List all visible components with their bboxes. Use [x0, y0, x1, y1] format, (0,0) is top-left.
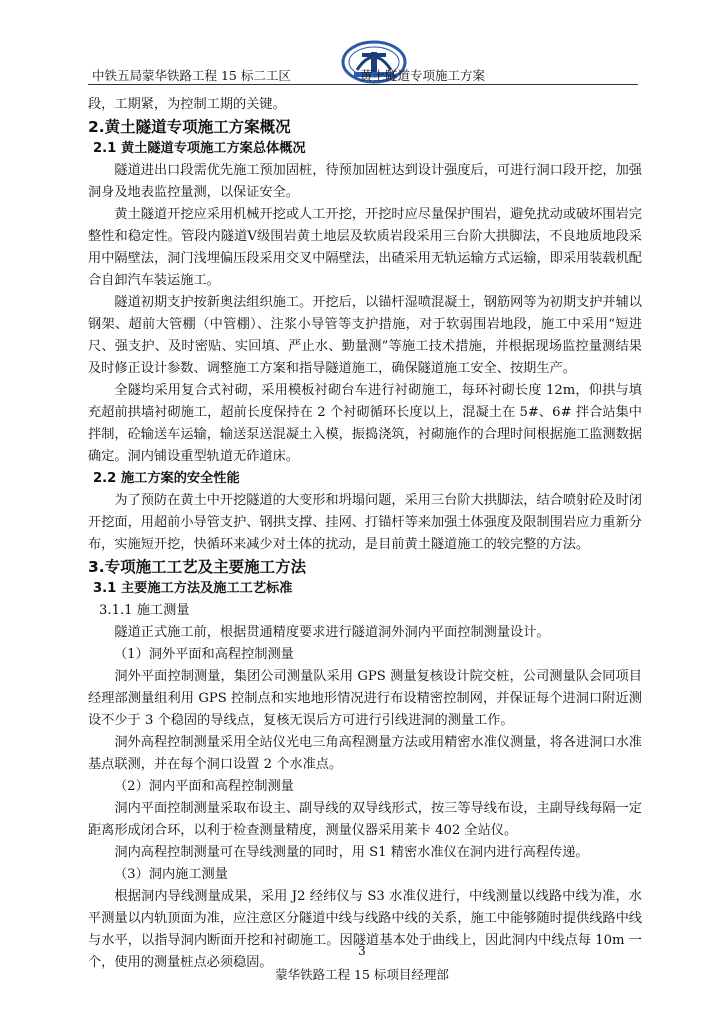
paragraph: 隧道正式施工前，根据贯通精度要求进行隧道洞外洞内平面控制测量设计。 — [114, 625, 550, 640]
subsection-heading-3-1: 3.1 主要施工方法及施工工艺标准 — [93, 581, 293, 596]
header-rule — [88, 84, 638, 85]
document-body — [88, 94, 642, 974]
section-heading-2: 2.黄土隧道专项施工方案概况 — [88, 118, 291, 136]
paragraph: 洞内平面控制测量采取布设主、副导线的双导线形式，按三等导线布设，主副导线每隔一定距离形成闭合环，以利于检查测量精度，测量仪器采用莱卡 402 全站仪。 — [88, 801, 642, 838]
footer-text: 蒙华铁路工程 15 标项目经理部 — [275, 967, 449, 982]
subsection-heading-3-1-1: 3.1.1 施工测量 — [99, 603, 190, 618]
paragraph: 根据洞内导线测量成果，采用 J2 经纬仪与 S3 水准仪进行，中线测量以线路中线为准，水平测量以内轨顶面为准，应注意区分隧道中线与线路中线的关系，施工中能够随时提供线路中线与水平，以指导洞内断面开挖和衬砌施工。因隧道基本处于曲线上，因此洞内中线点每 10m 一个，使用的测量桩点必须稳固。 — [88, 889, 642, 970]
paragraph: 洞外高程控制测量采用全站仪光电三角高程测量方法或用精密水准仪测量，将各进洞口水准基点联测，并在每个洞口设置 2 个水准点。 — [88, 735, 642, 772]
paragraph: 为了预防在黄土中开挖隧道的大变形和坍塌问题，采用三台阶大拱脚法，结合喷射砼及时闭开挖面，用超前小导管支护、钢拱支撑、挂网、打锚杆等来加强土体强度及限制围岩应力重新分布，实施短开挖，快循环来减少对土体的扰动，是目前黄土隧道施工的较完整的方法。 — [88, 493, 642, 552]
paragraph: 隧道初期支护按新奥法组织施工。开挖后，以锚杆湿喷混凝土，钢筋网等为初期支护并辅以钢架、超前大管棚（中管棚）、注浆小导管等支护措施，对于软弱围岩地段，施工中采用“短进尺、强支护、及时密贴、实回填、严止水、勤量测”等施工技术措施，并根据现场监控量测结果及时修正设计参数、调整施工方案和指导隧道施工，确保隧道施工安全、按期生产。 — [88, 295, 642, 376]
header-company-name: 中铁五局蒙华铁路工程 15 标二工区 — [92, 68, 291, 83]
subsection-heading-2-2: 2.2 施工方案的安全性能 — [93, 471, 240, 486]
paragraph: 全隧均采用复合式衬砌，采用模板衬砌台车进行衬砌施工，每环衬砌长度 12m，仰拱与填充超前拱墙衬砌施工，超前长度保持在 2 个衬砌循环长度以上，混凝土在 5#、6# 拌合站集中拌制，砼输送车运输，输送泵送混凝土入模，振捣浇筑，衬砌施作的合理时间根据施工监测数据确定。洞内铺设重型轨道无砟道床。 — [88, 383, 642, 464]
section-heading-3: 3.专项施工工艺及主要施工方法 — [88, 558, 307, 576]
paragraph: 洞外平面控制测量，集团公司测量队采用 GPS 测量复核设计院交桩，公司测量队会同项目经理部测量组利用 GPS 控制点和实地地形情况进行布设精密控制网，并保证每个进洞口附近测设不少于 3 个稳固的导线点，复核无误后方可进行引线进洞的测量工作。 — [88, 669, 642, 728]
header-document-title: 黄土隧道专项施工方案 — [360, 68, 486, 83]
paragraph: 黄土隧道开挖应采用机械开挖或人工开挖，开挖时应尽量保护围岩，避免扰动或破坏围岩完整性和稳定性。管段内隧道Ⅴ级围岩黄土地层及软质岩段采用三台阶大拱脚法，不良地质地段采用中隔壁法，洞门浅埋偏压段采用交叉中隔壁法，出碴采用无轨运输方式运输，即采用装载机配合自卸汽车装运施工。 — [88, 207, 642, 288]
page-number: 3 — [358, 944, 366, 958]
item-heading-1: （1）洞外平面和高程控制测量 — [114, 647, 294, 662]
subsection-heading-2-1: 2.1 黄土隧道专项施工方案总体概况 — [93, 141, 306, 156]
paragraph: 段，工期紧，为控制工期的关键。 — [88, 97, 286, 112]
item-heading-3: （3）洞内施工测量 — [114, 867, 228, 882]
paragraph: 洞内高程控制测量可在导线测量的同时，用 S1 精密水准仪在洞内进行高程传递。 — [114, 845, 589, 860]
item-heading-2: （2）洞内平面和高程控制测量 — [114, 779, 294, 794]
paragraph: 隧道进出口段需优先施工预加固桩，待预加固桩达到设计强度后，可进行洞口段开挖，加强洞身及地表监控量测，以保证安全。 — [88, 163, 642, 200]
